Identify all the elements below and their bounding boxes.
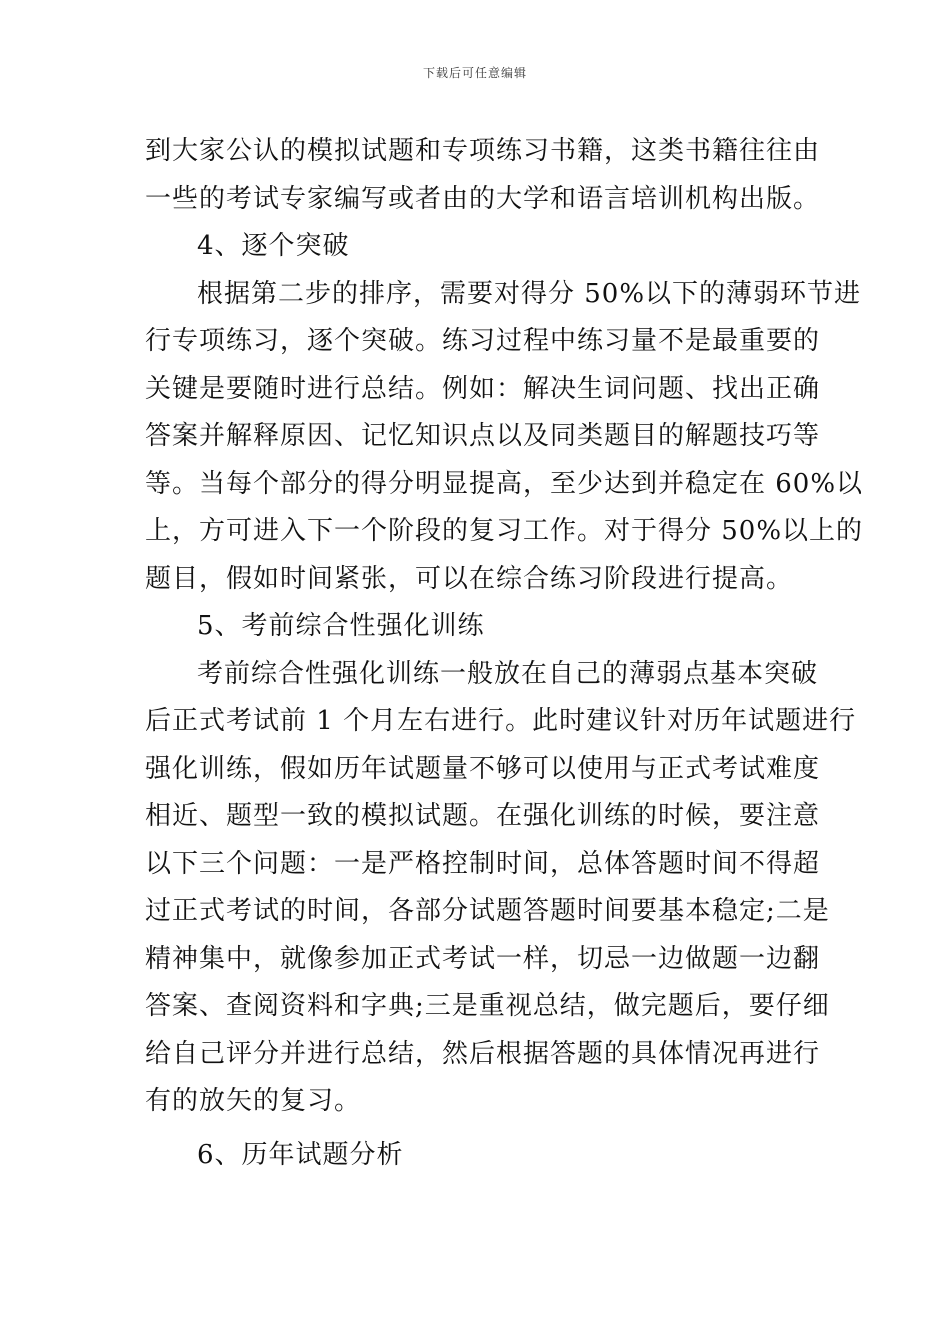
paragraph-line: 根据第二步的排序，需要对得分 50%以下的薄弱环节进 xyxy=(197,278,862,309)
page-header-note: 下载后可任意编辑 xyxy=(422,66,527,80)
paragraph-line: 强化训练，假如历年试题量不够可以使用与正式考试难度 xyxy=(145,753,821,784)
paragraph-line: 考前综合性强化训练一般放在自己的薄弱点基本突破 xyxy=(197,658,819,689)
paragraph-line: 答案并解释原因、记忆知识点以及同类题目的解题技巧等 xyxy=(145,421,821,451)
paragraph-line: 上，方可进入下一个阶段的复习工作。对于得分 50%以上的 xyxy=(145,516,864,546)
paragraph-line: 等。当每个部分的得分明显提高，至少达到并稳定在 60%以 xyxy=(145,468,864,499)
paragraph-line: 精神集中，就像参加正式考试一样，切忌一边做题一边翻 xyxy=(145,943,821,974)
section-heading-4: 4、逐个突破 xyxy=(197,231,350,261)
paragraph-line: 给自己评分并进行总结，然后根据答题的具体情况再进行 xyxy=(145,1038,821,1069)
paragraph-line: 到大家公认的模拟试题和专项练习书籍，这类书籍往往由 xyxy=(145,136,821,166)
paragraph-line: 以下三个问题：一是严格控制时间，总体答题时间不得超 xyxy=(145,848,821,879)
paragraph-line: 行专项练习，逐个突破。练习过程中练习量不是最重要的 xyxy=(145,326,821,356)
paragraph-line: 过正式考试的时间，各部分试题答题时间要基本稳定;二是 xyxy=(145,896,830,926)
paragraph-line: 有的放矢的复习。 xyxy=(145,1086,362,1116)
paragraph-line: 相近、题型一致的模拟试题。在强化训练的时候，要注意 xyxy=(145,801,821,831)
paragraph-line: 题目，假如时间紧张，可以在综合练习阶段进行提高。 xyxy=(145,563,794,594)
section-heading-6: 6、历年试题分析 xyxy=(197,1139,404,1170)
document-body xyxy=(145,128,864,1179)
section-heading-5: 5、考前综合性强化训练 xyxy=(197,611,485,641)
paragraph-line: 一些的考试专家编写或者由的大学和语言培训机构出版。 xyxy=(145,183,821,214)
paragraph-line: 关键是要随时进行总结。例如：解决生词问题、找出正确 xyxy=(145,373,821,404)
paragraph-line: 答案、查阅资料和字典;三是重视总结，做完题后，要仔细 xyxy=(145,991,830,1021)
paragraph-line: 后正式考试前 1 个月左右进行。此时建议针对历年试题进行 xyxy=(145,706,857,736)
